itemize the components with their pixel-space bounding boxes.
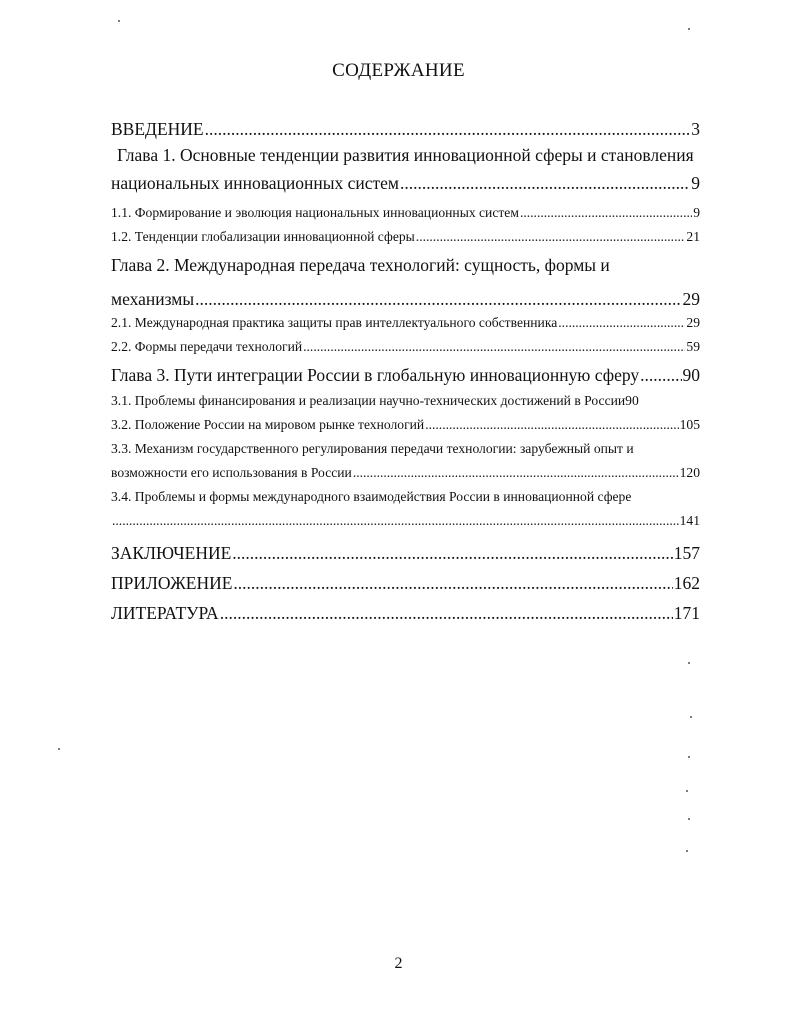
dot-leader bbox=[220, 603, 673, 624]
table-of-contents bbox=[111, 115, 700, 633]
toc-entry-label: 3.1. Проблемы финансирования и реализации научно-технических достижений в России bbox=[111, 393, 626, 408]
toc-entry-label: ПРИЛОЖЕНИЕ bbox=[111, 573, 233, 593]
toc-entry-page: 21 bbox=[686, 229, 700, 244]
toc-entry-3-4 bbox=[111, 513, 700, 543]
toc-entry-label: Глава 3. Пути интеграции России в глобальную инновационную сферу bbox=[111, 365, 640, 385]
scan-speck bbox=[58, 748, 60, 750]
toc-entry-chapter3 bbox=[111, 365, 700, 393]
scan-speck bbox=[688, 28, 690, 30]
dot-leader bbox=[112, 513, 679, 529]
toc-chapter2-line1: Глава 2. Международная передача технологий: сущность, формы и bbox=[111, 255, 610, 275]
toc-entry-page: 29 bbox=[682, 289, 700, 309]
toc-entry-3-1 bbox=[111, 393, 700, 417]
toc-entry-page: 9 bbox=[693, 205, 700, 220]
scan-speck bbox=[686, 790, 688, 792]
toc-entry-page: 120 bbox=[679, 465, 700, 480]
toc-3-3-line1: 3.3. Механизм государственного регулирования передачи технологии: зарубежный опыт и bbox=[111, 441, 634, 456]
page-title: СОДЕРЖАНИЕ bbox=[332, 60, 465, 81]
toc-entry-literature bbox=[111, 603, 700, 633]
toc-entry-chapter1 bbox=[111, 173, 700, 205]
toc-entry-appendix bbox=[111, 573, 700, 603]
dot-leader bbox=[303, 339, 685, 355]
scan-speck bbox=[118, 20, 120, 22]
scan-speck bbox=[688, 756, 690, 758]
scan-speck bbox=[688, 818, 690, 820]
dot-leader bbox=[195, 289, 681, 310]
toc-entry-label: 3.2. Положение России на мировом рынке технологий bbox=[111, 417, 425, 432]
toc-entry-2-1 bbox=[111, 315, 700, 339]
toc-entry-label: 1.1. Формирование и эволюция национальных инновационных систем bbox=[111, 205, 519, 220]
toc-entry-page: 9 bbox=[691, 173, 700, 193]
toc-entry-page: 3 bbox=[691, 119, 700, 139]
toc-entry-label: национальных инновационных систем bbox=[111, 173, 399, 193]
toc-entry-label: ЛИТЕРАТУРА bbox=[111, 603, 219, 623]
toc-3-4-line1: 3.4. Проблемы и формы международного взаимодействия России в инновационной сфере bbox=[111, 489, 632, 504]
toc-entry-page: 141 bbox=[679, 513, 700, 528]
page-number: 2 bbox=[394, 955, 403, 972]
toc-entry-label: 2.2. Формы передачи технологий bbox=[111, 339, 303, 354]
toc-entry-page: 59 bbox=[686, 339, 700, 354]
toc-entry-page: 105 bbox=[679, 417, 700, 432]
toc-entry-label: 1.2. Тенденции глобализации инновационной сферы bbox=[111, 229, 415, 244]
toc-entry-label: возможности его использования в России bbox=[111, 465, 352, 480]
toc-entry-page: 90 bbox=[625, 393, 639, 408]
toc-entry-1-2 bbox=[111, 229, 700, 255]
toc-entry-page: 29 bbox=[686, 315, 700, 330]
dot-leader bbox=[205, 119, 691, 140]
dot-leader bbox=[640, 365, 681, 386]
toc-entry-page: 90 bbox=[682, 365, 700, 385]
toc-entry-page: 157 bbox=[673, 543, 700, 563]
toc-entry-1-1 bbox=[111, 205, 700, 229]
toc-entry-2-2 bbox=[111, 339, 700, 365]
scan-speck bbox=[688, 662, 690, 664]
toc-entry-3-2 bbox=[111, 417, 700, 441]
scan-speck bbox=[690, 716, 692, 718]
dot-leader bbox=[353, 465, 679, 481]
dot-leader bbox=[558, 315, 685, 331]
toc-entry-page: 162 bbox=[673, 573, 700, 593]
toc-entry-label: 2.1. Международная практика защиты прав интеллектуального собственника bbox=[111, 315, 558, 330]
toc-entry-label: ВВЕДЕНИЕ bbox=[111, 119, 204, 139]
dot-leader bbox=[232, 543, 672, 564]
scan-speck bbox=[686, 850, 688, 852]
dot-leader bbox=[233, 573, 672, 594]
toc-entry-chapter2 bbox=[111, 289, 700, 315]
dot-leader bbox=[400, 173, 690, 194]
toc-entry-3-3 bbox=[111, 465, 700, 489]
toc-entry-label: механизмы bbox=[111, 289, 195, 309]
toc-chapter1-line1: Глава 1. Основные тенденции развития инновационной сферы и становления bbox=[117, 145, 694, 165]
toc-entry-conclusion bbox=[111, 543, 700, 573]
toc-entry-page: 171 bbox=[673, 603, 700, 623]
dot-leader bbox=[520, 205, 692, 221]
toc-entry-intro bbox=[111, 119, 700, 145]
toc-entry-label: ЗАКЛЮЧЕНИЕ bbox=[111, 543, 232, 563]
dot-leader bbox=[425, 417, 678, 433]
dot-leader bbox=[416, 229, 686, 245]
